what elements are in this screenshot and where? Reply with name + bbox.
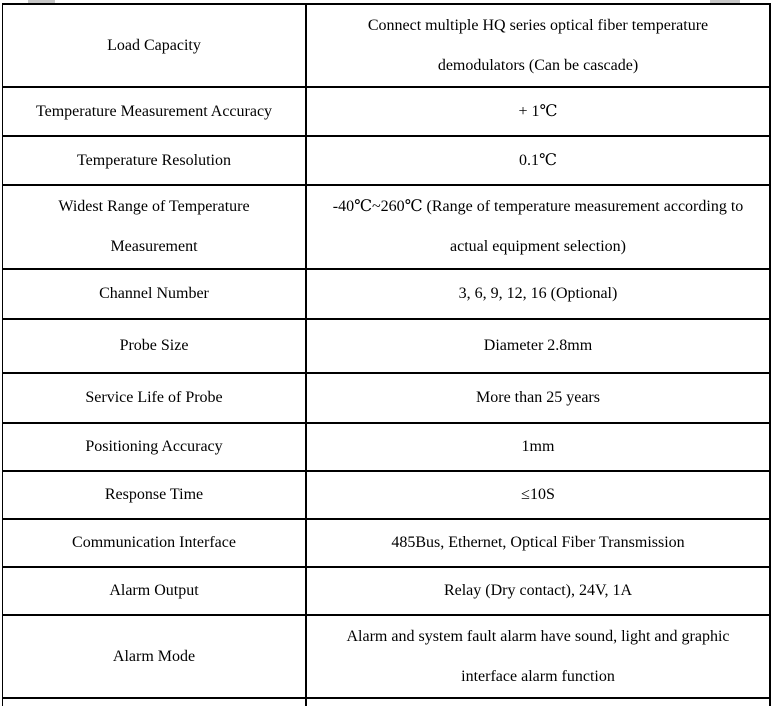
table-row-communication-interface (3, 520, 769, 568)
table-row-widest-range-of-temperature-measurement (3, 186, 769, 270)
row-label (3, 699, 307, 706)
row-value: 485Bus, Ethernet, Optical Fiber Transmission (391, 534, 685, 551)
row-label: Positioning Accuracy (3, 424, 307, 470)
row-value: 0.1℃ (519, 151, 557, 169)
row-label: Alarm Output (3, 568, 307, 614)
table-row-positioning-accuracy (3, 424, 769, 472)
specification-table (2, 3, 771, 706)
table-row-alarm-output (3, 568, 769, 616)
row-label: Widest Range of Temperature Measurement (3, 186, 307, 268)
table-row-alarm-mode (3, 616, 769, 699)
row-value: Diameter 2.8mm (483, 337, 593, 354)
row-value: More than 25 years (476, 389, 600, 406)
table-row-probe-size (3, 320, 769, 374)
row-value: ≤10S (521, 486, 555, 503)
row-label: Channel Number (3, 270, 307, 318)
row-label: Temperature Resolution (3, 137, 307, 184)
row-value: Alarm and system fault alarm have sound, light and graphic interface alarm function (346, 627, 730, 685)
table-row-temperature-measurement-accuracy (3, 88, 769, 137)
row-value: + 1℃ (518, 102, 558, 120)
table-row-temperature-resolution (3, 137, 769, 186)
row-value: Relay (Dry contact), 24V, 1A (443, 582, 633, 599)
table-row-partial-cutoff (3, 699, 769, 706)
row-label: Response Time (3, 472, 307, 518)
row-value: 1mm (521, 438, 555, 455)
row-label: Load Capacity (3, 5, 307, 86)
row-label: Service Life of Probe (3, 374, 307, 422)
row-label: Probe Size (3, 320, 307, 372)
row-value (307, 699, 769, 706)
row-value: 3, 6, 9, 12, 16 (Optional) (458, 285, 618, 302)
row-value: Connect multiple HQ series optical fiber temperature demodulators (Can be cascade) (367, 16, 709, 74)
table-row-channel-number (3, 270, 769, 320)
table-row-load-capacity (3, 5, 769, 88)
row-label: Communication Interface (3, 520, 307, 566)
table-row-response-time (3, 472, 769, 520)
table-row-service-life-of-probe (3, 374, 769, 424)
row-label: Alarm Mode (3, 616, 307, 697)
row-label: Temperature Measurement Accuracy (3, 88, 307, 135)
row-value: -40℃~260℃ (Range of temperature measurement according to actual equipment selection) (332, 198, 744, 255)
